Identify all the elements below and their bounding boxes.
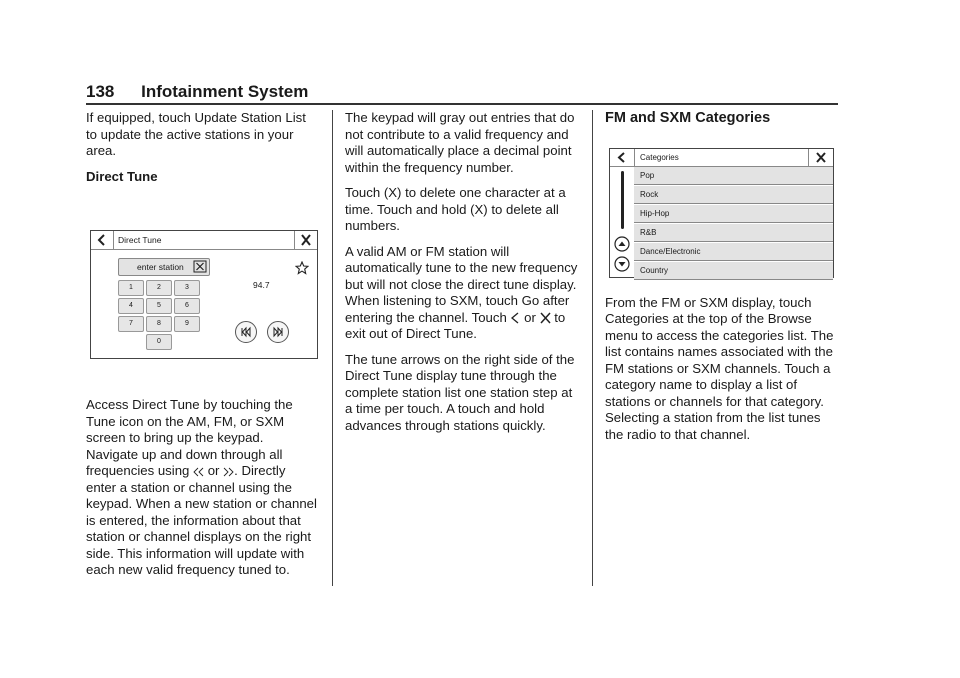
category-list — [634, 167, 833, 281]
tune-up-button[interactable] — [267, 321, 289, 343]
tune-down-button[interactable] — [235, 321, 257, 343]
screen-title: Direct Tune — [118, 235, 162, 245]
back-button[interactable] — [610, 149, 635, 166]
scroll-down-icon[interactable] — [614, 256, 630, 272]
screen-title: Categories — [640, 153, 679, 162]
paragraph: A valid AM or FM station will automatically tune to the new frequency but will not close the direct tune display. When listening to SXM, touch Go after entering the channel. Touch or to exit out of Direct Tune. — [345, 243, 578, 341]
page-header — [86, 82, 308, 102]
chevron-left-icon — [610, 149, 634, 166]
back-button[interactable] — [91, 231, 114, 249]
list-item[interactable]: Country — [634, 262, 833, 280]
keypad-key[interactable]: 4 — [118, 298, 144, 314]
direct-tune-screen — [90, 230, 318, 359]
list-item[interactable]: Rock — [634, 186, 833, 204]
frequency-display: 94.7 — [253, 280, 270, 290]
page-number: 138 — [86, 82, 115, 101]
entry-label: enter station — [137, 262, 184, 272]
scroll-up-icon[interactable] — [614, 236, 630, 252]
list-item[interactable]: Dance/Electronic — [634, 243, 833, 261]
keypad-key[interactable]: 7 — [118, 316, 144, 332]
column-2 — [345, 110, 581, 443]
paragraph: From the FM or SXM display, touch Categories at the top of the Browse menu to access the categories list. The list contains names associated with the FM stations or SXM channels. Touch a category name to display a list of stations or channels for that category. Selecting a station from the list tunes the radio to that channel. — [605, 294, 834, 442]
close-button[interactable] — [808, 149, 833, 166]
categories-screen — [609, 148, 834, 278]
keypad-key[interactable]: 3 — [174, 280, 200, 296]
page-title: Infotainment System — [141, 82, 309, 101]
close-icon — [540, 312, 551, 324]
paragraph: The keypad will gray out entries that do not contribute to a valid frequency and will automatically place a decimal point within the frequency number. — [345, 110, 575, 175]
paragraph: The tune arrows on the right side of the Direct Tune display tune through the complete station list one station step at a time per touch. A touch and hold advances through stations quickly. — [345, 351, 575, 433]
seek-back-icon — [193, 467, 204, 477]
section-heading: FM and SXM Categories — [605, 110, 771, 126]
backspace-icon[interactable] — [193, 260, 207, 273]
close-icon — [295, 231, 317, 249]
list-item[interactable]: R&B — [634, 224, 833, 242]
keypad-key[interactable]: 9 — [174, 316, 200, 332]
screen-title-bar — [91, 231, 317, 250]
keypad-key[interactable]: 6 — [174, 298, 200, 314]
keypad-key[interactable]: 0 — [146, 334, 172, 350]
list-item[interactable]: Pop — [634, 167, 833, 185]
paragraph: Touch (X) to delete one character at a time. Touch and hold (X) to delete all numbers. — [345, 185, 566, 233]
chevron-left-icon — [91, 231, 113, 249]
favorite-star-icon[interactable] — [295, 261, 309, 275]
chevron-left-icon — [510, 312, 520, 324]
keypad-key[interactable]: 5 — [146, 298, 172, 314]
paragraph: Access Direct Tune by touching the Tune icon on the AM, FM, or SXM screen to bring up the keypad. Navigate up and down through all frequencies using or . Directly enter a station or channel using the keypad. When a new station or channel is entered, the information about that station or channel displays on the right side. This information will update with each new valid frequency tuned to. — [86, 397, 317, 577]
column-divider — [332, 110, 333, 586]
column-divider — [592, 110, 593, 586]
keypad-key[interactable]: 2 — [146, 280, 172, 296]
seek-back-icon — [236, 322, 256, 342]
close-button[interactable] — [294, 231, 317, 249]
keypad-key[interactable]: 1 — [118, 280, 144, 296]
seek-forward-icon — [223, 467, 234, 477]
seek-forward-icon — [268, 322, 288, 342]
paragraph: If equipped, touch Update Station List to update the active stations in your area. — [86, 110, 306, 158]
keypad-key[interactable]: 8 — [146, 316, 172, 332]
subheading-direct-tune: Direct Tune — [86, 168, 158, 184]
close-icon — [809, 149, 833, 166]
header-rule — [86, 103, 838, 105]
list-item[interactable]: Hip-Hop — [634, 205, 833, 223]
screen-title-bar — [610, 149, 833, 167]
station-entry-field[interactable] — [118, 258, 210, 276]
